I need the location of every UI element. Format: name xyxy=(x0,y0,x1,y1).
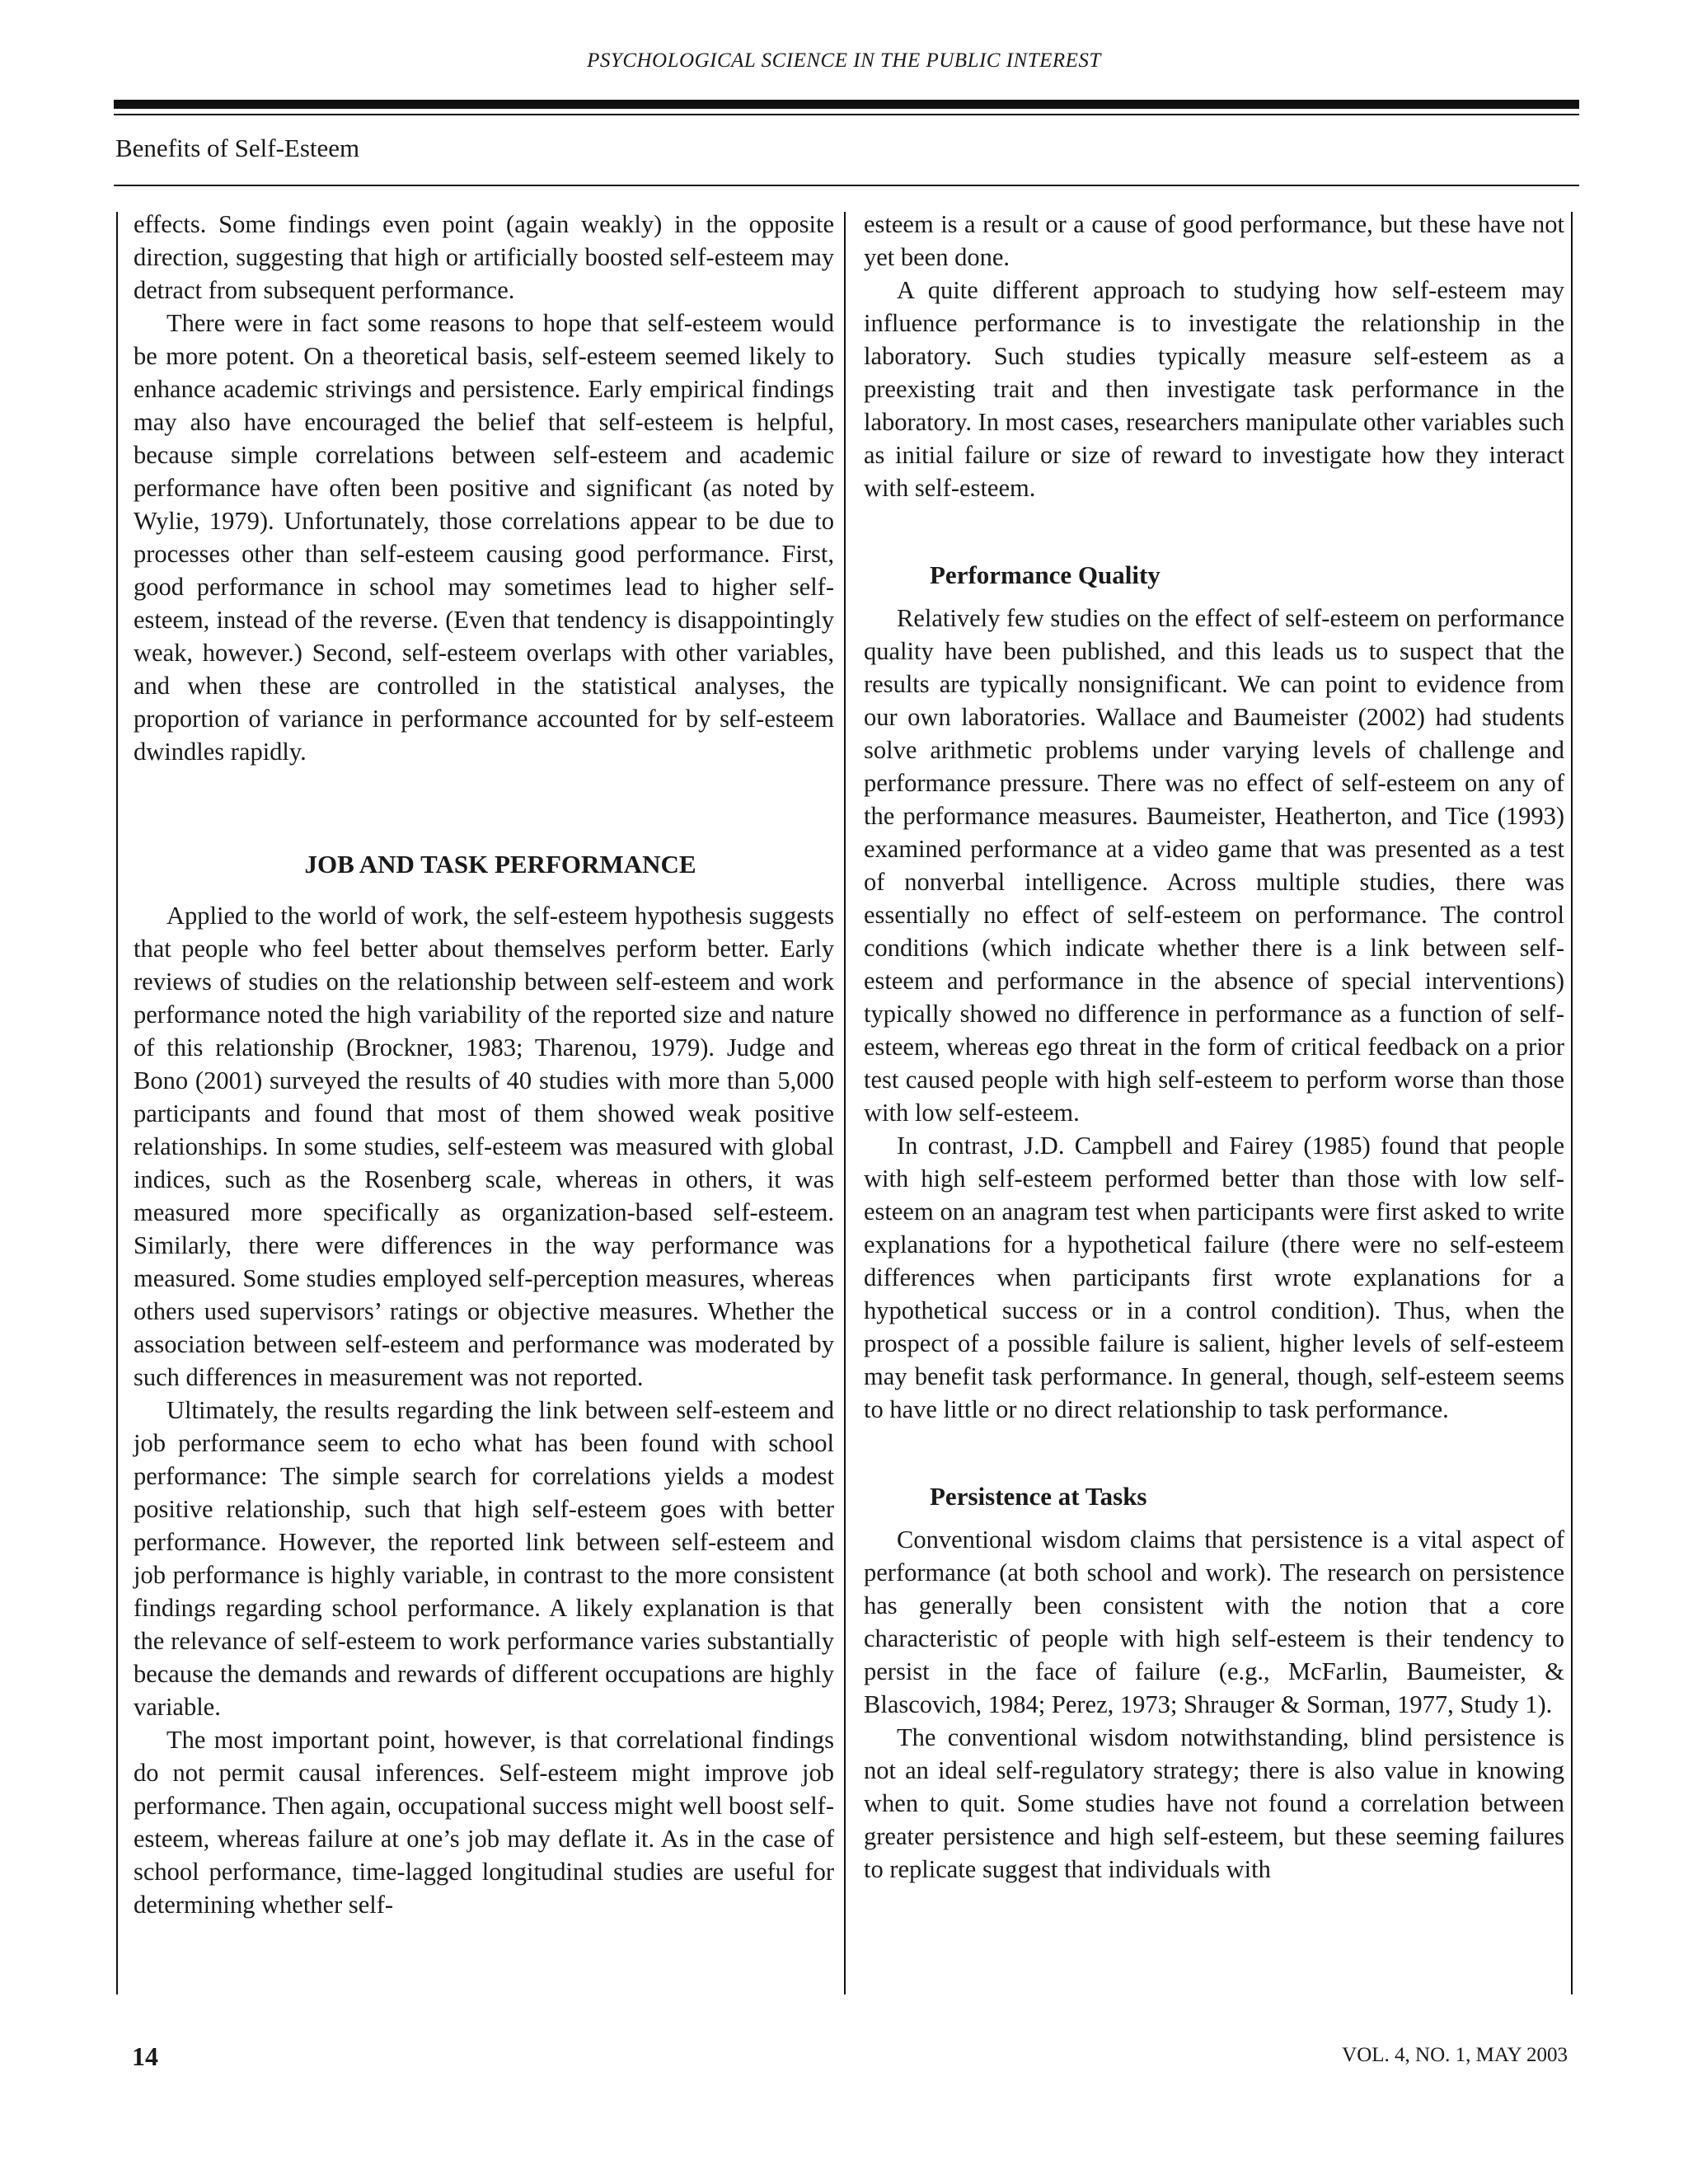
paragraph: The most important point, however, is that correlational findings do not permit causal inferences. Self-esteem might improve job performance. Then again, occupational success might well boost self-esteem, whereas failure at one’s job may deflate it. As in the case of school performance, time-lagged longitudinal studies are useful for determining whether self- xyxy=(134,1726,834,1919)
paragraph: effects. Some findings even point (again weakly) in the opposite direction, suggesting that high or artificially boosted self-esteem may detract from subsequent performance. xyxy=(134,210,834,304)
header-rule-thick xyxy=(114,100,1579,109)
subsection-heading: Persistence at Tasks xyxy=(930,1482,1147,1511)
subsection-heading: Performance Quality xyxy=(930,560,1160,589)
header-rule-thin xyxy=(114,114,1579,115)
running-head: Benefits of Self-Esteem xyxy=(115,134,360,162)
paragraph: Conventional wisdom claims that persistence is a vital aspect of performance (at both school and work). The research on persistence has generally been consistent with the notion that a core characteristic of people with high self-esteem is their tendency to persist in the face of failure (e.g., McFarlin, Baumeister, & Blascovich, 1984; Perez, 1973; Shrauger & Sorman, 1977, Study 1). xyxy=(864,1526,1564,1718)
paragraph: There were in fact some reasons to hope that self-esteem would be more potent. On a theoretical basis, self-esteem seemed likely to enhance academic strivings and persistence. Early empirical findings may also have encouraged the belief that self-esteem is helpful, because simple correlations between self-esteem and academic performance have often been positive and significant (as noted by Wylie, 1979). Unfortunately, those correlations appear to be due to processes other than self-esteem causing good performance. First, good performance in school may sometimes lead to higher self-esteem, instead of the reverse. (Even that tendency is disappointingly weak, however.) Second, self-esteem overlaps with other variables, and when these are controlled in the statistical analyses, the proportion of variance in performance accounted for by self-esteem dwindles rapidly. xyxy=(134,309,834,766)
journal-title: PSYCHOLOGICAL SCIENCE IN THE PUBLIC INTEREST xyxy=(587,49,1101,72)
paragraph: The conventional wisdom notwithstanding, blind persistence is not an ideal self-regulatory strategy; there is also value in knowing when to quit. Some studies have not found a correlation between greater persistence and high self-esteem, but these seeming failures to replicate suggest that individuals with xyxy=(864,1723,1564,1883)
right-column-border xyxy=(1571,212,1573,1994)
running-head-rule xyxy=(114,185,1579,186)
paragraph: Applied to the world of work, the self-esteem hypothesis suggests that people who feel better about themselves perform better. Early reviews of studies on the relationship between self-esteem and work performance noted the high variability of the reported size and nature of this relationship (Brockner, 1983; Tharenou, 1979). Judge and Bono (2001) surveyed the results of 40 studies with more than 5,000 participants and found that most of them showed weak positive relationships. In some studies, self-esteem was measured with global indices, such as the Rosenberg scale, whereas in others, it was measured more specifically as organization-based self-esteem. Similarly, there were differences in the way performance was measured. Some studies employed self-perception measures, whereas others used supervisors’ ratings or objective measures. Whether the association between self-esteem and performance was moderated by such differences in measurement was not reported. xyxy=(134,902,834,1391)
right-column xyxy=(864,208,1564,1886)
paragraph: A quite different approach to studying how self-esteem may influence performance is to investigate the relationship in the laboratory. Such studies typically measure self-esteem as a preexisting trait and then investigate task performance in the laboratory. In most cases, researchers manipulate other variables such as initial failure or size of reward to investigate how they interact with self-esteem. xyxy=(864,276,1564,502)
section-heading: JOB AND TASK PERFORMANCE xyxy=(304,850,696,879)
column-divider xyxy=(844,212,846,1994)
left-column-border xyxy=(116,212,118,1994)
paragraph: Ultimately, the results regarding the link between self-esteem and job performance seem to echo what has been found with school performance: The simple search for correlations yields a modest positive relationship, such that high self-esteem goes with better performance. However, the reported link between self-esteem and job performance is highly variable, in contrast to the more consistent findings regarding school performance. A likely explanation is that the relevance of self-esteem to work performance varies substantially because the demands and rewards of different occupations are highly variable. xyxy=(134,1396,834,1721)
page-number: 14 xyxy=(132,2041,158,2071)
issue-info: VOL. 4, NO. 1, MAY 2003 xyxy=(1342,2044,1568,2066)
paragraph: In contrast, J.D. Campbell and Fairey (1985) found that people with high self-esteem performed better than those with low self-esteem on an anagram test when participants were first asked to write explanations for a hypothetical failure (there were no self-esteem differences when participants first wrote explanations for a hypothetical success or in a control condition). Thus, when the prospect of a possible failure is salient, higher levels of self-esteem may benefit task performance. In general, though, self-esteem seems to have little or no direct relationship to task performance. xyxy=(864,1132,1564,1423)
left-column xyxy=(134,208,834,1921)
paragraph: esteem is a result or a cause of good performance, but these have not yet been done. xyxy=(864,210,1564,271)
paragraph: Relatively few studies on the effect of self-esteem on performance quality have been published, and this leads us to suspect that the results are typically nonsignificant. We can point to evidence from our own laboratories. Wallace and Baumeister (2002) had students solve arithmetic problems under varying levels of challenge and performance pressure. There was no effect of self-esteem on any of the performance measures. Baumeister, Heatherton, and Tice (1993) examined performance at a video game that was presented as a test of nonverbal intelligence. Across multiple studies, there was essentially no effect of self-esteem on performance. The control conditions (which indicate whether there is a link between self-esteem and performance in the absence of special interventions) typically showed no difference in performance as a function of self-esteem, whereas ego threat in the form of critical feedback on a prior test caused people with high self-esteem to perform worse than those with low self-esteem. xyxy=(864,604,1564,1127)
